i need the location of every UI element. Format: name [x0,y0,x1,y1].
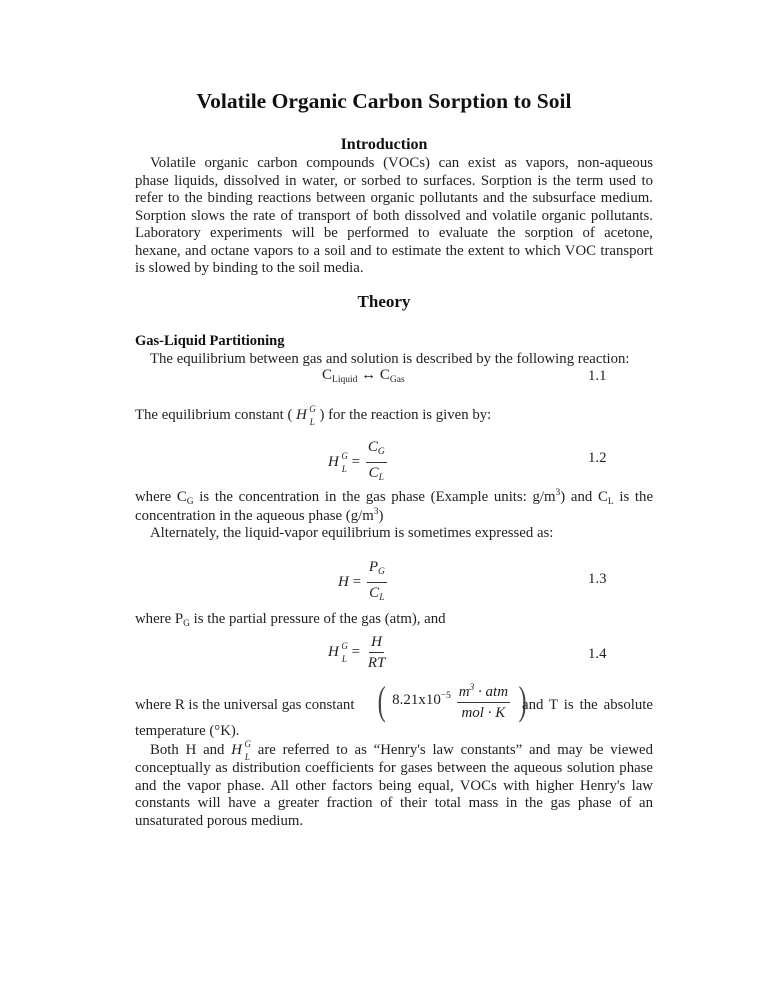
introduction-heading: Introduction [340,136,428,153]
intro-line-4: Sorption slows the rate of transport of both dissolved and volatile organic pollutants. [135,207,653,224]
equation-number-1-2: 1.2 [588,450,607,466]
equation-number-1-3: 1.3 [588,571,607,587]
theory-paragraph-8-line-1: Both H and H G L are referred to as “Henry's law constants” and may be viewed [150,739,653,762]
intro-line-5: Laboratory experiments will be performed to evaluate the sorption of acetone, [135,225,653,241]
theory-paragraph-7: temperature (°K). [135,723,240,739]
theory-paragraph-6-text-b: and T is the absolute [522,697,653,713]
theory-paragraph-8-line-3: and the vapor phase. All other factors being equal, VOCs with higher Henry's law [135,777,653,794]
equation-number-1-4: 1.4 [588,646,607,662]
intro-line-1: Volatile organic carbon compounds (VOCs) can exist as vapors, non-aqueous [150,155,653,171]
theory-paragraph-1: The equilibrium between gas and solution is described by the following reaction: [150,351,630,367]
theory-paragraph-8-line-5: unsaturated porous medium. [135,812,304,829]
theory-heading: Theory [357,292,411,311]
intro-line-3: refer to the binding reactions between organic pollutants and the subsurface medium. [135,190,653,206]
theory-paragraph-3-line-1: where $C_G$ is the concentration in the gas phase (Example units: $g/m^3$) and $C_L$ is the [135,488,654,507]
theory-paragraph-8-line-4: constants will have a greater fraction of their total mass in the gas phase of an [135,795,653,811]
theory-paragraph-8-line-2: conceptually as distribution coefficients for gases between the aqueous solution phase [135,760,653,776]
theory-paragraph-6-text-a: where R is the universal gas constant [135,697,355,713]
henry-constant-symbol: H G L [296,404,316,427]
theory-paragraph-4: Alternately, the liquid-vapor equilibrium is sometimes expressed as: [150,525,554,541]
equation-number-1-1: 1.1 [588,368,607,384]
theory-paragraph-2: The equilibrium constant ( H G L ) for the reaction is given by: [135,404,492,427]
equation-1-4: H G L = $\frac{H}{RT}$ [328,634,386,671]
equation-1-1: $C_{Liquid}$ ↔ $C_{Gas}$ [322,367,405,385]
theory-paragraph-5: where $P_G$ is the partial pressure of the gas (atm), and [135,611,446,629]
gas-liquid-partitioning-heading: Gas-Liquid Partitioning [135,333,285,349]
intro-line-2: phase liquids, dissolved in water, or sorbed to surfaces. Sorption is the term used to [135,172,653,189]
theory-paragraph-3-line-2: concentration in the aqueous phase $(g/m^3)$ [135,507,384,524]
equation-1-3: H = $\frac{P_G}{C_L}$ [338,559,385,603]
intro-line-7: is slowed by binding to the soil media. [135,260,364,276]
intro-line-6: hexane, and octane vapors to a soil and to estimate the extent to which VOC transport [135,242,653,259]
equation-1-2: H G L = $\frac{C_G}{C_L}$ [328,439,385,483]
document-title: Volatile Organic Carbon Sorption to Soil [196,89,572,113]
gas-constant-expression: ( $8.21x10^{-5}$ $\frac{m^3 \cdot atm}{\text{mol · K}}$ ) [377,677,527,723]
